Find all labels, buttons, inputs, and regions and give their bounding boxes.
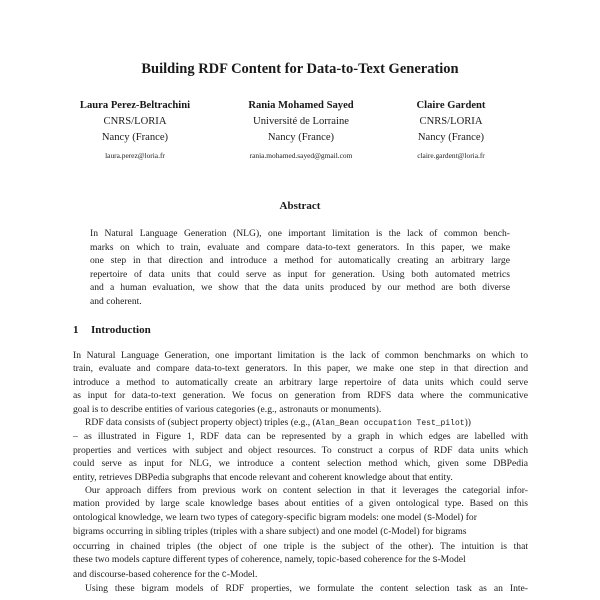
body-line (73, 416, 528, 430)
author-email: rania.mohamed.sayed@gmail.com (249, 151, 353, 160)
section-heading (73, 324, 151, 336)
paper-title: Building RDF Content for Data-to-Text Generation (141, 61, 459, 77)
author-email: claire.gardent@loria.fr (417, 151, 485, 160)
abstract-heading: Abstract (279, 200, 321, 212)
text-run: -Model) for bigrams (388, 526, 467, 538)
text-run: -Model) for (431, 511, 477, 523)
abstract-line: and a human evaluation, we show that the data units produced by our method are both diverse (90, 282, 510, 294)
author-location: Nancy (France) (267, 132, 335, 143)
section-number: 1 (73, 324, 79, 336)
rdf-triple-code: Alan_Bean occupation Test_pilot (315, 419, 465, 429)
text-run: -Model (437, 554, 466, 566)
abstract-line: marks on which to train, evaluate and compare data-to-text generators. In this paper, we make (90, 241, 510, 253)
text-run: RDF data consists of (subject property object) triples (e.g., ( (85, 417, 316, 429)
body-line (73, 511, 528, 525)
author-block-3 (382, 98, 520, 163)
body-line: – as illustrated in Figure 1, RDF data can be represented by a graph in which edges are labelled with (73, 431, 528, 443)
abstract-line: one step in that direction and introduce a method for automatically creating an arbitrary large (90, 255, 510, 267)
model-code: C (383, 528, 389, 538)
body-line: Our approach differs from previous work on content selection in that it leverages the categorial infor- (85, 485, 528, 497)
body-line: mation provided by large scale knowledge bases about entities of a given ontological type. Based on this (73, 498, 528, 510)
author-name: Rania Mohamed Sayed (248, 100, 354, 111)
text-run: )) (464, 417, 471, 429)
model-code: S (432, 556, 438, 566)
author-location: Nancy (France) (101, 132, 169, 143)
model-code: C (221, 570, 227, 580)
abstract-text (90, 227, 510, 309)
abstract-line: In Natural Language Generation (NLG), one important limitation is the lack of common bench- (90, 228, 510, 239)
text-run: -Model. (226, 568, 258, 580)
author-block-1 (60, 98, 210, 163)
author-affiliation: CNRS/LORIA (419, 116, 483, 127)
body-line: Using these bigram models of RDF properties, we formulate the content selection task as an Inte- (85, 582, 528, 594)
body-line: In Natural Language Generation, one important limitation is the lack of common benchmarks on which to (73, 350, 528, 361)
body-line: as input for data-to-text generation. We focus on generation from RDFS data where the communicative (73, 390, 528, 402)
body-line: train, evaluate and compare data-to-text generators. In this paper, we make one step in that direction and (73, 363, 528, 375)
text-run: these two models capture different types of coherence, namely, topic-based coherence for the (73, 554, 433, 566)
author-name: Laura Perez-Beltrachini (79, 100, 191, 111)
body-line: properties and vertices with subject and object resources. To construct a corpus of RDF data units which (73, 444, 528, 456)
body-line: occurring in chained triples (the object of one triple is the subject of the other). The intuition is that (73, 540, 528, 552)
author-location: Nancy (France) (417, 132, 485, 143)
text-run: and discourse-based coherence for the (73, 568, 222, 580)
text-run: bigrams occurring in sibling triples (triples with a share subject) and one model ( (73, 526, 384, 538)
body-text (73, 349, 528, 595)
author-block-2 (222, 98, 380, 163)
body-line: entity, retrieves DBPedia subgraphs that encode relevant and coherent knowledge about that entity. (73, 471, 453, 483)
author-affiliation: CNRS/LORIA (103, 116, 167, 127)
body-line: could serve as input for NLG, we introduce a content selection method which, given some DBPedia (73, 458, 528, 470)
abstract-line: repertoire of data units that could serve as input for generation. Using both automated metrics (90, 268, 510, 280)
body-line (73, 553, 528, 567)
body-line: introduce a method to automatically create an arbitrary large repertoire of data units which could serve (73, 376, 528, 388)
author-email: laura.perez@loria.fr (105, 151, 165, 160)
author-affiliation: Université de Lorraine (253, 116, 349, 127)
section-title: Introduction (91, 324, 151, 336)
body-line: goal is to describe entities of various categories (e.g., astronauts or monuments). (73, 403, 382, 415)
body-line (73, 525, 528, 539)
text-run: ontological knowledge, we learn two types of category-specific bigram models: one model ( (73, 511, 428, 523)
author-name: Claire Gardent (416, 100, 486, 111)
abstract-line: and coherent. (90, 295, 142, 307)
model-code: S (427, 513, 432, 523)
body-line (73, 568, 528, 582)
